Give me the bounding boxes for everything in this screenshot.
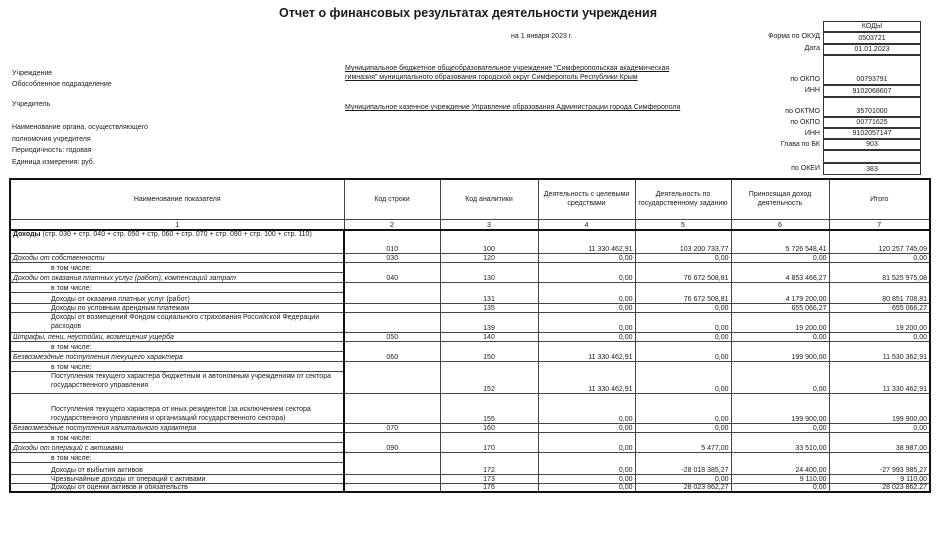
row-value-col4: 11 330 462,91 [538,230,635,253]
label-authority-2: полномочия учредителя [12,136,91,143]
table-row [10,423,930,432]
row-name: Доходы от оказания платных услуг (работ), компенсаций затрат [10,272,344,282]
row-value-col4: 0,00 [538,452,635,474]
col-number: 6 [731,219,829,230]
row-value-col7: 9 110,00 [829,474,930,483]
row-line-code [344,303,440,312]
row-value-col4: 0,00 [538,474,635,483]
row-value-col5: 103 200 733,77 [635,230,731,253]
row-analytic-code: 130 [440,262,538,282]
row-name: Безвозмездные поступления текущего характера [10,351,344,361]
row-name-formula: (стр. 030 + стр. 040 + стр. 050 + стр. 060 + стр. 070 + стр. 090 + стр. 100 + стр. 110) [42,231,312,238]
codes-value-okud: 0503721 [823,32,921,44]
row-name: Чрезвычайные доходы от операций с активами [10,474,344,483]
row-analytic-code: 120 [440,253,538,262]
col-header-targeted-funds: Деятельность с целевыми средствами [538,179,635,219]
table-header-row [10,179,930,219]
row-analytic-code: 131 [440,282,538,303]
codes-value-okpo-founder: 00771625 [823,117,921,128]
row-analytic-code: 160 [440,423,538,432]
row-value-col6: 19 200,00 [731,312,829,332]
codes-label-glava-bk: Глава по БК [780,141,820,148]
label-institution: Учреждение [12,70,53,77]
row-value-col5: 28 023 862,27 [635,483,731,492]
table-row [10,341,930,351]
column-number-row [10,219,930,230]
row-analytic-code: 150 [440,341,538,361]
row-value-col4: 0,00 [538,282,635,303]
label-unit: Единица измерения: руб. [12,159,95,166]
row-name: в том числе: [10,452,344,462]
col-header-state-assignment: Деятельность по государственному заданию [635,179,731,219]
row-analytic-code: 155 [440,393,538,423]
row-line-code: 050 [344,332,440,341]
row-value-col6: 33 510,00 [731,432,829,452]
row-value-col7: 80 851 708,81 [829,282,930,303]
codes-value-okei: 383 [823,163,921,175]
row-value-col5: 0,00 [635,393,731,423]
row-value-col5: 0,00 [635,474,731,483]
founder-name: Муниципальное казенное учреждение Управление образования Администрации города Симферополя [345,104,681,111]
row-value-col6: 0,00 [731,361,829,393]
row-line-code: 070 [344,423,440,432]
col-number: 7 [829,219,930,230]
row-value-col5: 76 672 508,81 [635,282,731,303]
label-founder: Учредитель [12,101,51,108]
row-value-col6: 199 900,00 [731,393,829,423]
institution-name-line2: гимназия" муниципального образования городской округ Симферополь Республики Крым [345,74,638,81]
row-value-col4: 0,00 [538,432,635,452]
row-name: Поступления текущего характера бюджетным и автономным учреждениям от сектора государственного управления [10,371,344,393]
codes-label-okpo: по ОКПО [790,76,820,83]
row-line-code [344,282,440,303]
row-value-col5: 0,00 [635,341,731,361]
table-row [10,361,930,371]
row-value-col7: 19 200,00 [829,312,930,332]
row-value-col7: 0,00 [829,253,930,262]
row-value-col5: 0,00 [635,312,731,332]
row-value-col6: 5 726 548,41 [731,230,829,253]
row-value-col5: 76 672 508,81 [635,262,731,282]
row-analytic-code: 152 [440,361,538,393]
codes-value-oktmo: 35701000 [823,97,921,117]
row-value-col6: 655 066,27 [731,303,829,312]
row-value-col6: 24 400,00 [731,452,829,474]
row-value-col7: 28 023 862,27 [829,483,930,492]
row-name: в том числе: [10,282,344,292]
table-row [10,432,930,442]
row-value-col6: 199 900,00 [731,341,829,361]
row-value-col7: 120 257 745,09 [829,230,930,253]
row-name: Доходы от выбытия активов [10,462,344,474]
row-value-col4: 0,00 [538,332,635,341]
row-value-col6: 4 179 200,00 [731,282,829,303]
table-row [10,303,930,312]
report-title: Отчет о финансовых результатах деятельности учреждения [278,6,658,20]
table-row [10,312,930,332]
row-name: в том числе: [10,432,344,442]
row-value-col4: 0,00 [538,423,635,432]
table-row [10,332,930,341]
row-value-col6: 0,00 [731,332,829,341]
codes-label-okei: по ОКЕИ [791,165,820,172]
row-line-code [344,474,440,483]
row-line-code [344,361,440,393]
row-value-col7: 11 530 362,91 [829,341,930,361]
row-line-code: 010 [344,230,440,253]
row-value-col7: 38 987,00 [829,432,930,452]
row-value-col4: 0,00 [538,483,635,492]
row-name-bold: Доходы [13,231,41,238]
table-row [10,230,930,253]
row-value-col5: 0,00 [635,361,731,393]
codes-label-inn-founder: ИНН [804,130,820,137]
table-row [10,452,930,462]
row-analytic-code: 176 [440,483,538,492]
row-value-col7: -27 993 985,27 [829,452,930,474]
row-analytic-code: 139 [440,312,538,332]
row-line-code [344,393,440,423]
row-name: в том числе: [10,262,344,272]
row-line-code [344,452,440,474]
row-line-code: 090 [344,432,440,452]
codes-label-inn: ИНН [804,87,820,94]
row-name: Поступления текущего характера от иных резидентов (за исключением сектора государственного управления и организаций государственного сектора) [10,393,344,423]
codes-value-glava-bk: 903 [823,139,921,150]
col-header-total: Итого [829,179,930,219]
row-value-col5: 0,00 [635,253,731,262]
row-name: Штрафы, пени, неустойки, возмещения ущерба [10,332,344,341]
table-row [10,474,930,483]
row-value-col7: 199 900,00 [829,393,930,423]
row-value-col5: 5 477,00 [635,432,731,452]
col-number: 5 [635,219,731,230]
row-name: Доходы от операций с активами [10,442,344,452]
row-line-code: 030 [344,253,440,262]
codes-label-okpo-founder: по ОКПО [790,119,820,126]
row-line-code: 060 [344,341,440,361]
col-header-analytic-code: Код аналитики [440,179,538,219]
label-subdivision: Обособленное подразделение [12,81,112,88]
row-value-col7: 81 525 975,08 [829,262,930,282]
institution-name-line1: Муниципальное бюджетное общеобразовательное учреждение "Симферопольская академическая [345,65,670,72]
row-analytic-code: 135 [440,303,538,312]
row-name: Доходы от оценки активов и обязательств [10,483,344,492]
codes-label-okud: Форма по ОКУД [768,33,820,40]
row-name: в том числе: [10,361,344,371]
codes-value-date: 01.01.2023 [823,44,921,55]
row-value-col7: 11 330 462,91 [829,361,930,393]
codes-value-inn: 9102068607 [823,85,921,97]
row-value-col4: 0,00 [538,262,635,282]
table-row [10,253,930,262]
row-value-col5: 0,00 [635,332,731,341]
row-analytic-code: 100 [440,230,538,253]
col-number: 2 [344,219,440,230]
row-value-col6: 4 853 466,27 [731,262,829,282]
row-value-col4: 0,00 [538,303,635,312]
table-row [10,282,930,292]
row-name: в том числе: [10,341,344,351]
row-line-code [344,312,440,332]
table-row [10,483,930,492]
row-value-col6: 0,00 [731,483,829,492]
row-value-col6: 0,00 [731,423,829,432]
codes-value-okpo: 00793791 [823,55,921,85]
row-name [10,230,344,253]
row-analytic-code: 172 [440,452,538,474]
row-name: Доходы от оказания платных услуг (работ) [10,292,344,303]
row-line-code: 040 [344,262,440,282]
col-header-name: Наименование показателя [10,179,344,219]
row-value-col5: 0,00 [635,303,731,312]
row-analytic-code: 170 [440,432,538,452]
row-value-col7: 655 066,27 [829,303,930,312]
row-value-col4: 0,00 [538,393,635,423]
row-analytic-code: 140 [440,332,538,341]
row-name: Доходы от собственности [10,253,344,262]
row-value-col7: 0,00 [829,332,930,341]
table-row [10,262,930,272]
col-number: 3 [440,219,538,230]
row-value-col4: 11 330 462,91 [538,341,635,361]
row-value-col5: -28 018 385,27 [635,452,731,474]
table-row [10,393,930,423]
financial-results-table [9,178,931,493]
col-header-income-generating: Приносящая доход деятельность [731,179,829,219]
row-value-col7: 0,00 [829,423,930,432]
codes-header: КОДЫ [823,21,921,32]
col-header-line-code: Код строки [344,179,440,219]
codes-value-inn-founder: 9102057147 [823,128,921,139]
row-line-code [344,483,440,492]
row-name: Доходы от возмещений Фондом социального страхования Российской Федерации расходов [10,312,344,332]
report-date: на 1 января 2023 г. [511,33,573,40]
row-value-col5: 0,00 [635,423,731,432]
row-value-col4: 11 330 462,91 [538,361,635,393]
col-number: 1 [10,219,344,230]
row-value-col4: 0,00 [538,253,635,262]
row-name: Доходы по условным арендным платежам [10,303,344,312]
codes-label-oktmo: по ОКТМО [785,108,820,115]
label-periodicity: Периодичность: годовая [12,147,92,154]
codes-label-date: Дата [804,45,820,52]
row-value-col4: 0,00 [538,312,635,332]
row-name: Безвозмездные поступления капитального характера [10,423,344,432]
col-number: 4 [538,219,635,230]
codes-value-empty [823,150,921,163]
row-analytic-code: 173 [440,474,538,483]
label-authority-1: Наименование органа, осуществляющего [12,124,148,131]
row-value-col6: 9 110,00 [731,474,829,483]
row-value-col6: 0,00 [731,253,829,262]
